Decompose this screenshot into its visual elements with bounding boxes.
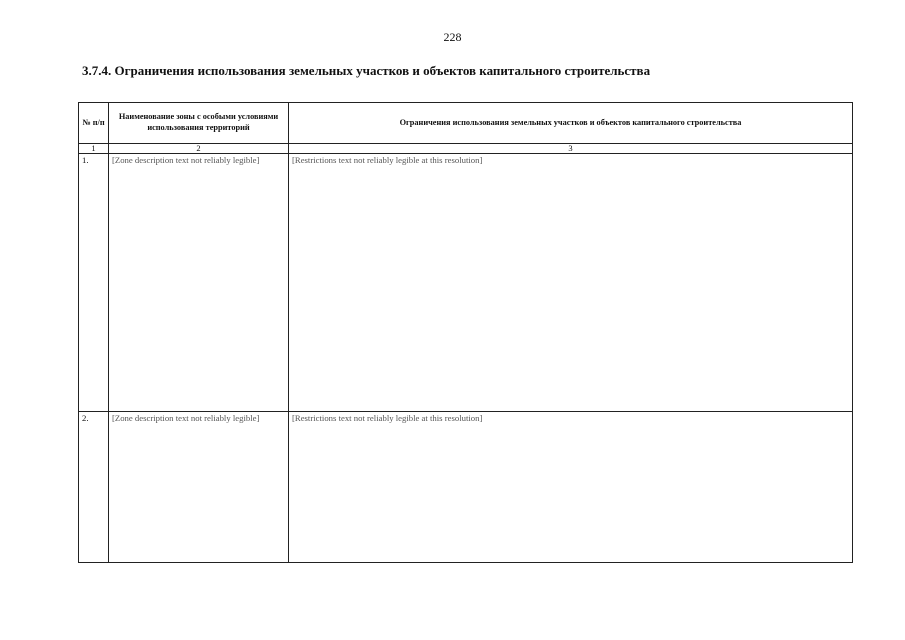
table-header-row [79,103,853,144]
column-number-3: 3 [289,144,853,154]
header-zone-name: Наименование зоны с особыми условиями использования территорий [109,103,289,144]
restrictions-table [78,102,853,563]
header-restrictions: Ограничения использования земельных участков и объектов капитального строительства [289,103,853,144]
section-title: 3.7.4. Ограничения использования земельных участков и объектов капитального строительства [82,63,651,78]
restrictions-cell [289,412,853,563]
restrictions-cell [289,154,853,412]
table-row [79,154,853,412]
row-number: 2. [79,412,109,563]
column-number-2: 2 [109,144,289,154]
table-row [79,412,853,563]
restrictions-text: [Restrictions text not reliably legible at this resolution] [292,413,483,423]
page-number: 228 [443,30,462,44]
zone-name-text: [Zone description text not reliably legible] [112,155,260,165]
restrictions-table-container [78,102,852,563]
zone-name-cell [109,154,289,412]
header-number: № п/п [79,103,109,144]
column-number-1: 1 [79,144,109,154]
column-number-row [79,144,853,154]
row-number: 1. [79,154,109,412]
zone-name-text: [Zone description text not reliably legible] [112,413,260,423]
restrictions-text: [Restrictions text not reliably legible at this resolution] [292,155,483,165]
zone-name-cell [109,412,289,563]
